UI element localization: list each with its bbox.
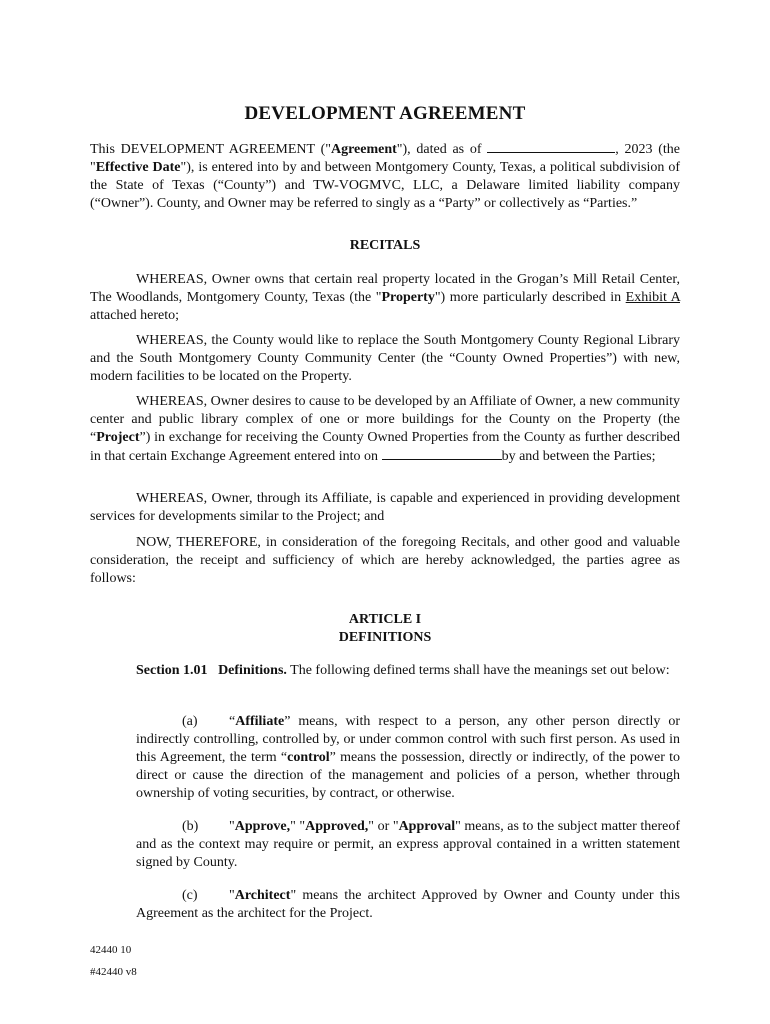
recital-text: ”) in exchange for receiving the County Owned Properties from the County as further described in that certain Exchange Agreement entered into on [90,430,680,464]
term-affiliate: Affiliate [235,714,285,729]
item-text: " " [290,819,306,834]
intro-text: "), dated as of [396,142,488,157]
intro-text: "), is entered into by and between Montgomery County, Texas, a political subdivision of the State of Texas (“County”) and TW-VOGMVC, LLC, a Delaware limited liability company (“Owner”). County, and Owner may be referred to singly as a “Party” or collectively as “Parties.” [90,160,681,211]
term-property: Property [381,290,435,305]
item-label: (a) [182,714,198,729]
definition-item [136,887,680,923]
footer-doc-id: 42440 10 [90,944,132,956]
date-blank [487,140,615,153]
recital-text: attached hereto; [90,308,180,323]
article-name: DEFINITIONS [338,630,432,645]
item-text: " or " [368,819,399,834]
recital-paragraph: NOW, THEREFORE, in consideration of the foregoing Recitals, and other good and valuable consideration, the receipt and sufficiency of which are hereby acknowledged, the parties agree as follows: [90,535,680,586]
intro-paragraph [90,140,680,213]
term-project: Project [96,430,140,445]
intro-text: This DEVELOPMENT AGREEMENT (" [90,142,331,157]
article-number: ARTICLE I [348,612,422,627]
section-paragraph [90,662,680,680]
term-approved: Approved, [305,819,369,834]
recitals-heading: RECITALS [349,238,421,253]
recital-text: ") more particularly described in [434,290,626,305]
item-label: (c) [182,888,198,903]
exhibit-reference: Exhibit A [625,290,680,305]
term-approve: Approve, [234,819,291,834]
recital-text: WHEREAS, Owner desires to cause to be developed by an Affiliate of Owner, a new community center and public library complex of one or more buildings for the County on the Property (the “ [90,394,680,445]
item-text: " [229,819,235,834]
item-text: " [229,888,235,903]
recital-paragraph [90,393,680,466]
intro-text: , 2023 (the " [90,142,681,175]
item-text: ” means the possession, directly or indirectly, of the power to direct or cause the direction of the management and policies of a person, whether through ownership of voting securities, by contract, or otherwise. [136,750,681,801]
footer-version: #42440 v8 [90,966,137,978]
recital-paragraph: WHEREAS, Owner, through its Affiliate, is capable and experienced in providing development services for developments similar to the Project; and [90,491,680,524]
section-text: The following defined terms shall have the meanings set out below: [286,663,670,678]
definition-item [136,713,680,803]
definition-item [136,818,680,872]
recital-text: by and between the Parties; [501,449,656,464]
item-text: " means the architect Approved by Owner and County under this Agreement as the architect for the Project. [136,888,680,921]
recital-paragraph [90,271,680,325]
term-control: control [287,750,330,765]
item-text: ” means, with respect to a person, any other person directly or indirectly controlling, controlled by, or under common control with such first person. As used in this Agreement, the term “ [136,714,680,765]
section-name: Definitions. [218,663,287,678]
term-architect: Architect [234,888,291,903]
date-blank [382,447,502,460]
item-text: " means, as to the subject matter thereof and as the context may require or permit, an express approval contained in a written statement signed by County. [136,819,680,870]
document-title: DEVELOPMENT AGREEMENT [244,103,526,124]
recital-paragraph: WHEREAS, the County would like to replace the South Montgomery County Regional Library and the South Montgomery County Community Center (the “County Owned Properties”) with new, modern facilities to be located on the Property. [90,333,680,384]
term-agreement: Agreement [330,142,397,157]
term-effective-date: Effective Date [95,160,181,175]
item-label: (b) [182,819,199,834]
section-number: Section 1.01 [136,663,208,678]
item-text: “ [229,714,236,729]
term-approval: Approval [398,819,456,834]
recital-text: WHEREAS, Owner owns that certain real property located in the Grogan’s Mill Retail Center, The Woodlands, Montgomery County, Texas (the " [90,272,680,305]
